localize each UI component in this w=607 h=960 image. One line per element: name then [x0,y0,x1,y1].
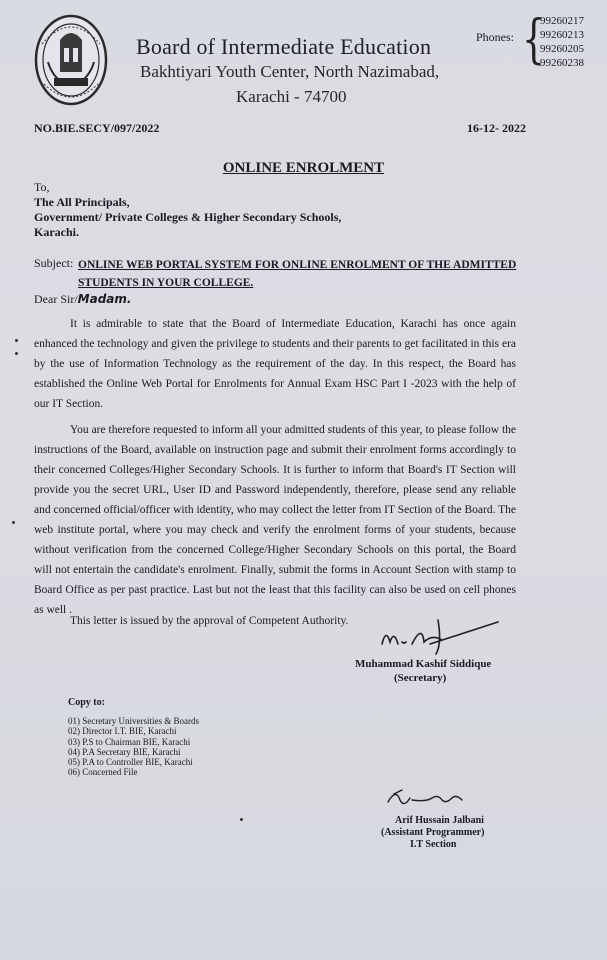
phone-numbers [540,14,584,70]
recipient-line: The All Principals, [34,195,130,209]
phone-number: 99260238 [540,57,584,69]
speck [12,521,15,524]
phone-number: 99260217 [540,15,584,27]
signature-icon [382,786,468,812]
speck [15,352,18,355]
recipient-line: Government/ Private Colleges & Higher Secondary Schools, [34,210,342,224]
bie-seal-icon [34,14,108,106]
signatory-title: (Secretary) [394,672,447,684]
signatory-title: (Assistant Programmer) [381,827,485,838]
recipient-block [34,180,341,240]
paragraph-2: You are therefore requested to inform all your admitted students of this year, to please follow the instructions of the Board, available on instruction page and submit their enrolment forms accordingly to their concerned Colleges/Higher Secondary Schools. It is further to inform that Board's IT Section will provide you the secret URL, User ID and Password independently, therefore, please send any reliable and concerned official/officer with identity, who may collect the letter from IT Section of the Board. The web institute portal, where you may check and verify the enrolment forms of your students, because without verification from the concerned College/Higher Secondary Schools on this portal, the Board will not entertain the candidate's enrolment. Finally, submit the forms in Account Section with stamp to Board Office as per past practice. Last but not the least that this facility can also be used on cell phones as well . [34,424,516,616]
list-item: 02) Director I.T. BIE, Karachi [68,726,177,737]
signatory-name: Arif Hussain Jalbani [395,815,484,826]
subject-label: Subject: [34,256,74,270]
recipient-line: Karachi. [34,225,79,239]
subject-text: ONLINE WEB PORTAL SYSTEM FOR ONLINE ENROLMENT OF THE ADMITTED STUDENTS IN YOUR COLLEGE. [78,259,517,289]
to-label: To, [34,180,50,194]
phone-number: 99260205 [540,43,584,55]
list-item: 06) Concerned File [68,767,138,778]
salutation-text: Dear Sir/ [34,292,78,306]
approval-note: This letter is issued by the approval of Competent Authority. [70,615,349,627]
list-item: 05) P.A to Controller BIE, Karachi [68,757,193,768]
signature-icon [372,614,502,664]
board-address-line1: Bakhtiyari Youth Center, North Nazimabad, [140,62,440,81]
speck [240,818,243,821]
copy-to-list [68,716,199,778]
brace-icon: { [521,10,546,70]
signatory-section: I.T Section [410,839,457,850]
salutation-handwritten: Madam. [77,292,132,306]
signatory-name: Muhammad Kashif Siddique [355,658,492,670]
list-item: 01) Secretary Universities & Boards [68,716,199,726]
phone-number: 99260213 [540,29,584,41]
list-item: 03) P.S to Chairman BIE, Karachi [68,736,191,747]
list-item: 04) P.A Secretary BIE, Karachi [68,746,181,757]
board-name: Board of Intermediate Education [136,34,432,59]
salutation [34,292,131,307]
copy-to-label: Copy to: [68,697,105,708]
speck [15,339,18,342]
board-address-line2: Karachi - 74700 [236,87,347,106]
paragraph-1: It is admirable to state that the Board of Intermediate Education, Karachi has once again enhanced the technology and given the privilege to students and their parents to get facilitated in this era by the use of Information Technology as the requirement of the day. In this respect, the Board has established the Online Web Portal for Enrolments for Annual Exam HSC Part I -2023 with the help of our IT Section. [34,318,516,410]
letter-heading: ONLINE ENROLMENT [222,160,385,176]
letter-date: 16-12- 2022 [467,121,526,135]
phones-label: Phones: [476,30,515,44]
reference-number: NO.BIE.SECY/097/2022 [34,121,160,135]
